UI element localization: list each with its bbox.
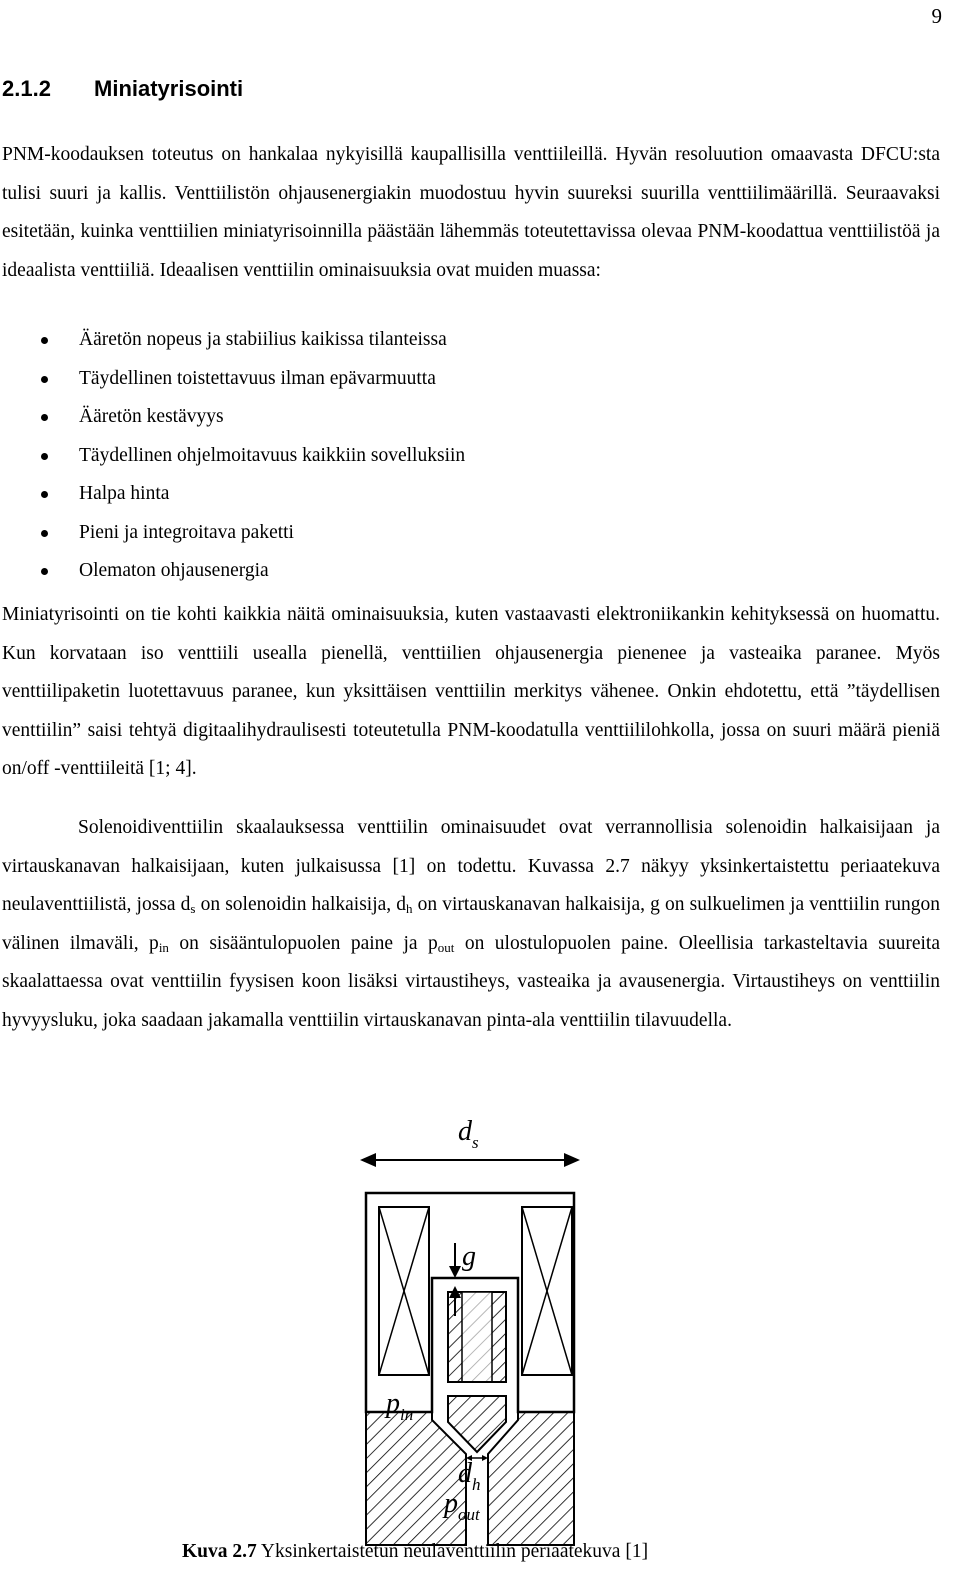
caption-text: Yksinkertaistetun neulaventtiilin periaatekuva [1]	[256, 1541, 649, 1562]
pout-label: $p_{out}$	[444, 1488, 480, 1524]
text-run: on sisääntulopuolen paine ja p	[168, 932, 438, 954]
paragraph-miniaturization: Miniatyrisointi on tie kohti kaikkia näitä ominaisuuksia, kuten vastaavasti elektroniikankin kehityksessä on huomattu. Kun korvataan iso venttiili usealla pienellä, venttiilien ohjausenergia pienenee ja vasteaika paranee. Myös venttiilipaketin luotettavuus paranee, kun yksittäisen venttiilin merkitys vähenee. Onkin ehdotettu, että ”täydellisen venttiilin” saisi tehtyä digitaalihydraulisesti toteutetulla PNM-koodatulla venttiililohkolla, jossa on suuri määrä pieniä on/off -venttiileitä [1; 4].	[2, 604, 940, 779]
plunger	[448, 1292, 506, 1452]
list-item: Olematon ohjausenergia	[0, 552, 465, 591]
list-item: Ääretön nopeus ja stabiilius kaikissa tilanteissa	[0, 321, 465, 360]
section-heading	[2, 76, 243, 102]
figure-caption	[182, 1541, 648, 1563]
text-run: on ulostulopuolen paine. Oleellisia tarkasteltavia suureita skaalattaessa ovat venttiilin fyysisen koon lisäksi virtaustiheys, vasteaika ja avausenergia. Virtaustiheys on venttiilin hyvyysluku, joka saadaan jakamalla venttiilin virtauskanavan pinta-ala venttiilin tilavuudella.	[2, 932, 940, 1031]
list-item: Pieni ja integroitava paketti	[0, 514, 465, 553]
caption-label: Kuva 2.7	[182, 1541, 257, 1562]
paragraph-scaling	[2, 809, 940, 1040]
list-item: Ääretön kestävyys	[0, 398, 465, 437]
dh-label: $d_h$	[458, 1458, 481, 1494]
text-run: on virtauskanavan halkaisija, g on sulkuelimen ja venttiilin rungon välinen ilmaväli, p	[2, 894, 940, 954]
paragraph-intro: PNM-koodauksen toteutus on hankalaa nykyisillä kaupallisilla venttiileillä. Hyvän resoluution omaavasta DFCU:sta tulisi suuri ja kallis. Venttiilistön ohjausenergiakin muodostuu hyvin suureksi suurilla venttiilimäärillä. Seuraavaksi esitetään, kuinka venttiilien miniatyrisoinnilla päästään lähemmäs toteutettavissa olevaa PNM-koodattua venttiilistöä ja ideaalista venttiiliä. Ideaalisen venttiilin ominaisuuksia ovat muiden muassa:	[2, 144, 940, 281]
needle-valve-diagram	[340, 1110, 600, 1550]
subscript: s	[190, 901, 196, 916]
subscript: h	[406, 901, 413, 916]
section-title: Miniatyrisointi	[94, 76, 244, 101]
list-item: Halpa hinta	[0, 475, 465, 514]
subscript: out	[437, 939, 455, 955]
ds-dimension-arrow	[360, 1153, 580, 1167]
subscript: in	[158, 939, 169, 955]
section-number: 2.1.2	[2, 76, 51, 101]
text-run: on solenoidin halkaisija, d	[195, 894, 407, 915]
text-run: Solenoidiventtiilin skaalauksessa venttiilin ominaisuudet ovat verrannollisia solenoidin halkaisijaan ja virtauskanavan halkaisijaan, kuten julkaisussa [1] on todettu. Kuvassa 2.7 näkyy yksinkertaistettu periaatekuva neulaventtiilistä, jossa d	[2, 817, 940, 915]
g-label: g	[462, 1241, 476, 1272]
page-number: 9	[931, 4, 942, 28]
pin-label: $p_{in}$	[386, 1388, 414, 1424]
list-item: Täydellinen ohjelmoitavuus kaikkiin sovelluksiin	[0, 437, 465, 476]
ds-label: $d_s$	[458, 1116, 479, 1152]
list-item: Täydellinen toistettavuus ilman epävarmuutta	[0, 360, 465, 399]
property-list	[0, 321, 465, 591]
